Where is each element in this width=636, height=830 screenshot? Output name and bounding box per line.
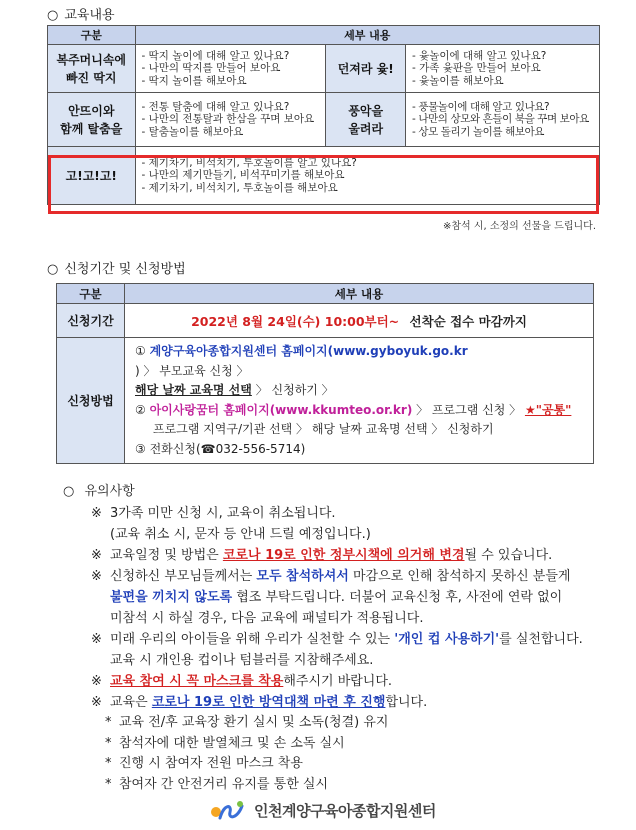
table-row <box>48 93 600 147</box>
table-row <box>57 338 594 464</box>
note-item: ※ 교육일정 및 방법은 코로나 19로 인한 정부시책에 의거해 변경될 수 있습니다. <box>91 548 553 563</box>
org-logo-icon <box>208 798 248 822</box>
header-category: 구분 <box>57 284 125 304</box>
header-details: 세부 내용 <box>135 26 600 45</box>
footer <box>208 798 436 822</box>
sub-item: * 교육 전/후 교육장 환기 실시 및 소독(청결) 유지 <box>105 715 389 730</box>
program-label: 고!고!고! <box>48 147 136 205</box>
org-name: 인천계양구육아종합지원센터 <box>254 801 436 820</box>
header-details: 세부 내용 <box>125 284 594 304</box>
program-label: 안뜨이와 함께 탈춤을 <box>48 93 136 147</box>
section-title-text: 신청기간 및 신청방법 <box>64 262 186 277</box>
period-value: 2022년 8월 24일(수) 10:00부터~ 선착순 접수 마감까지 <box>125 304 594 338</box>
section-title-application <box>47 258 186 277</box>
program-items: - 윷놀이에 대해 알고 있나요? - 가족 윷판을 만들어 보아요 - 윷놀이를 해보아요 <box>406 45 600 93</box>
table-row <box>57 304 594 338</box>
sub-item: * 진행 시 참여자 전원 마스크 착용 <box>105 756 303 771</box>
section-title-text: 교육내용 <box>64 8 115 23</box>
notes-section <box>63 480 603 795</box>
note-item: ※ 교육은 코로나 19로 인한 방역대책 마련 후 진행합니다. <box>91 695 428 710</box>
program-label: 복주머니속에 빠진 딱지 <box>48 45 136 93</box>
note-item: ※ 교육 참여 시 꼭 마스크를 착용해주시기 바랍니다. <box>91 674 393 689</box>
circle-bullet-icon: ○ <box>47 8 59 23</box>
program-label: 풍악을 울려라 <box>326 93 406 147</box>
period-label: 신청기간 <box>57 304 125 338</box>
note-item: ※ 3가족 미만 신청 시, 교육이 취소됩니다. (교육 취소 시, 문자 등 안내 드릴 예정입니다.) <box>91 506 371 542</box>
sub-item: * 참석자에 대한 발열체크 및 손 소독 실시 <box>105 735 345 751</box>
program-items: - 풍물놀이에 대해 알고 있나요? - 나만의 상모와 흔들이 북을 꾸며 보아요 - 상모 돌리기 놀이를 해보아요 <box>406 93 600 147</box>
website-link[interactable]: 아이사랑꿈터 홈페이지(www.kkumteo.or.kr) <box>149 402 413 417</box>
table-header-row <box>57 284 594 304</box>
section-title-education <box>47 4 115 23</box>
note-item: ※ 신청하신 부모님들께서는 모두 참석하셔서 마감으로 인해 참석하지 못하신 분들게 불편을 끼치지 않도록 협조 부탁드립니다. 더불어 교육신청 후, 사전에 연락 없이 미참석 시 하실 경우, 다음 교육에 패널티가 적용됩니다. <box>91 569 571 626</box>
circle-bullet-icon: ○ <box>47 262 59 277</box>
note-item: ※ 미래 우리의 아이들을 위해 우리가 실천할 수 있는 '개인 컵 사용하기'를 실천합니다. 교육 시 개인용 컵이나 텀블러를 지참해주세요. <box>91 632 583 668</box>
phone-number: 전화신청(☎032-556-5714) <box>149 441 306 456</box>
table-row <box>48 147 600 205</box>
application-table <box>56 283 594 464</box>
program-items: - 제기차기, 비석치기, 투호놀이를 알고 있나요? - 나만의 제기만들기, 비석꾸미기를 해보아요 - 제기차기, 비석치기, 투호놀이를 해보아요 <box>135 147 600 205</box>
header-category: 구분 <box>48 26 136 45</box>
table-header-row <box>48 26 600 45</box>
program-items: - 전통 탈춤에 대해 알고 있나요? - 나만의 전통탈과 한삼을 꾸며 보아요 - 탈춤놀이를 해보아요 <box>135 93 326 147</box>
education-content-table <box>47 25 600 205</box>
table-row <box>48 45 600 93</box>
method-label: 신청방법 <box>57 338 125 464</box>
select-course-text: 해당 날짜 교육명 선택 <box>135 383 252 397</box>
notes-title: ○ 유의사항 <box>63 484 135 499</box>
program-label: 던져라 윷! <box>326 45 406 93</box>
program-items: - 딱지 놀이에 대해 알고 있나요? - 나만의 딱지를 만들어 보아요 - 딱지 놀이를 해보아요 <box>135 45 326 93</box>
sub-item: * 참여자 간 안전거리 유지를 통한 실시 <box>105 776 329 792</box>
method-details: ① 계양구육아종합지원센터 홈페이지(www.gyboyuk.go.kr ) 〉 부모교육 신청 〉 해당 날짜 교육명 선택 〉 신청하기 〉 ② 아이사랑꿈터 홈페이지(www.kkumteo.or.kr) 〉 프로그램 신청 〉 ★"공통" 프로그램 지역구/기관 선택 〉 해당 날짜 교육명 선택 〉 신청하기 ③ 전화신청(☎032-556-5714) <box>125 338 594 464</box>
website-link[interactable]: 계양구육아종합지원센터 홈페이지(www.gyboyuk.go.kr <box>149 344 468 358</box>
gift-note: ※참석 시, 소정의 선물을 드립니다. <box>442 221 596 232</box>
